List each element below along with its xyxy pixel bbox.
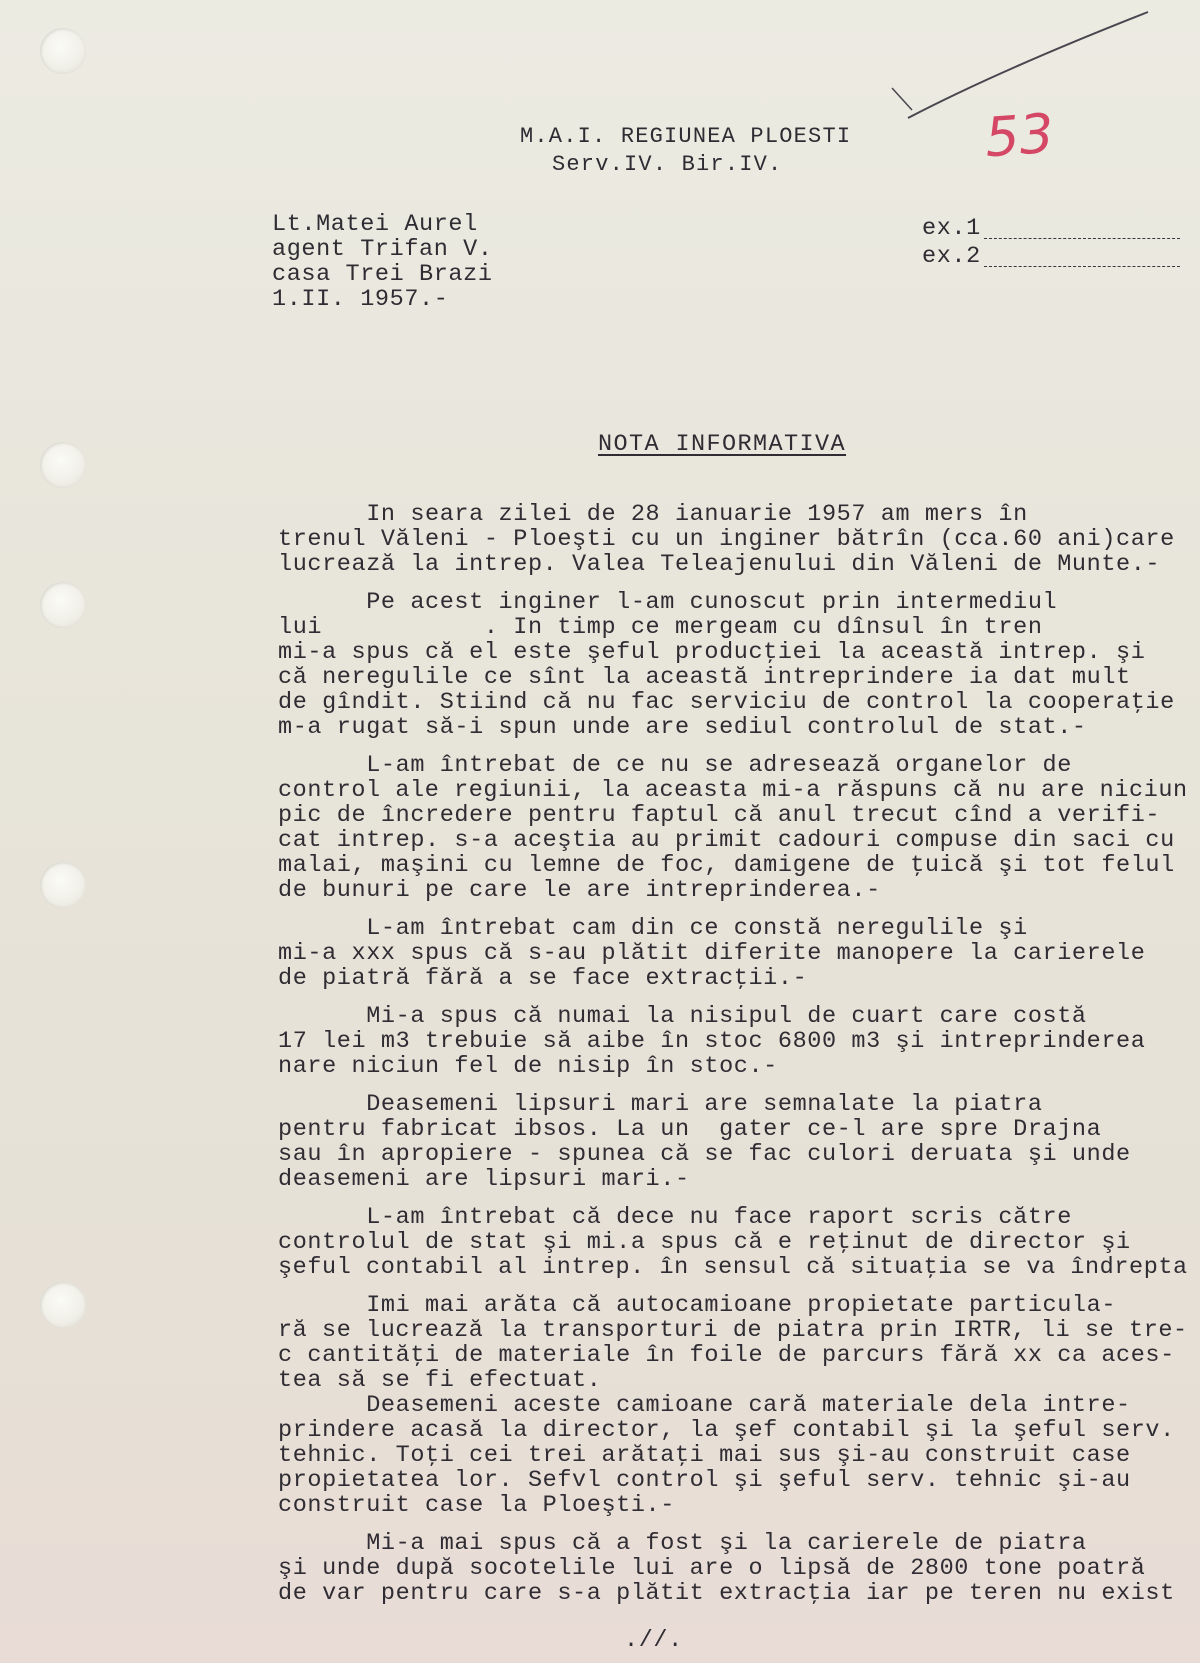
body-line: tehnic. Toţi cei trei arătaţi mai sus şi-au construit case [278,1442,1131,1469]
body-line: trenul Văleni - Ploeşti cu un inginer bătrîn (cca.60 ani)care [278,526,1175,553]
sender-line: casa Trei Brazi [272,261,493,288]
body-line: şi unde după socotelile lui are o lipsă de 2800 tone poatră [278,1555,1146,1582]
sender-line: agent Trifan V. [272,236,493,263]
body-line: 17 lei m3 trebuie să aibe în stoc 6800 m3 şi intreprinderea [278,1028,1146,1055]
body-line: deasemeni are lipsuri mari.- [278,1166,690,1193]
body-line: de piatră fără a se face extracţii.- [278,965,808,992]
body-line: şeful contabil al intrep. în sensul că situaţia se va îndrepta [278,1254,1188,1281]
body-line: de gîndit. Stiind că nu fac serviciu de control la cooperaţie [278,689,1175,716]
body-line: că neregulile ce sînt la această intreprindere ia dat mult [278,664,1131,691]
body-line: tea să se fi efectuat. [278,1367,602,1394]
body-line: c cantităţi de materiale în foile de parcurs fără xx ca aces- [278,1342,1175,1369]
body-line: Mi-a spus că numai la nisipul de cuart care costă [278,1003,1087,1030]
body-line: Pe acest inginer l-am cunoscut prin intermediul [278,589,1058,616]
punch-hole [40,28,86,74]
body-line: Deasemeni lipsuri mari are semnalate la piatra [278,1091,1043,1118]
body-line: control ale regiunii, la aceasta mi-a răspuns că nu are niciun [278,777,1188,804]
punch-hole [40,582,86,628]
body-line: de var pentru care s-a plătit extracţia iar pe teren nu exist [278,1580,1175,1607]
body-line: lui . In timp ce mergeam cu dînsul în tren [278,614,1043,641]
copy-field-line [984,266,1180,267]
body-line: mi-a spus că el este şeful producţiei la această intrep. şi [278,639,1146,666]
body-line: L-am întrebat cam din ce constă neregulile şi [278,915,1028,942]
document-title: NOTA INFORMATIVA [598,431,847,458]
body-line: Deasemeni aceste camioane cară materiale dela intre- [278,1392,1131,1419]
folio-number-handwritten: 53 [982,101,1056,170]
body-line: construit case la Ploeşti.- [278,1492,675,1519]
body-line: ră se lucrează la transporturi de piatra prin IRTR, li se tre- [278,1317,1188,1344]
body-line: de bunuri pe care le are intreprinderea.- [278,877,881,904]
body-line: sau în apropiere - spunea că se fac culori deruata şi unde [278,1141,1131,1168]
punch-hole [40,442,86,488]
body-line: L-am întrebat că dece nu face raport scris către [278,1204,1072,1231]
body-line: malai, maşini cu lemne de foc, damigene de ţuică şi tot felul [278,852,1175,879]
body-line: prindere acasă la director, la şef contabil şi la şeful serv. [278,1417,1175,1444]
header-department: Serv.IV. Bir.IV. [552,152,783,177]
header-institution: M.A.I. REGIUNEA PLOESTI [520,124,852,149]
body-line: nare niciun fel de nisip în stoc.- [278,1053,778,1080]
sender-line: 1.II. 1957.- [272,286,449,313]
body-line: Mi-a mai spus că a fost şi la carierele de piatra [278,1530,1087,1557]
body-line: propietatea lor. Sefvl control şi şeful serv. tehnic şi-au [278,1467,1131,1494]
body-line: lucrează la intrep. Valea Teleajenului din Văleni de Munte.- [278,551,1161,578]
copy-field-line [984,238,1180,239]
copy-label: ex.1 [922,215,981,242]
body-line: pic de încredere pentru faptul că anul trecut cînd a verifi- [278,802,1161,829]
punch-hole [40,862,86,908]
body-line: pentru fabricat ibsos. La un gater ce-l are spre Drajna [278,1116,1102,1143]
body-line: cat intrep. s-a aceştia au primit cadouri compuse din saci cu [278,827,1175,854]
copy-label: ex.2 [922,243,981,270]
sender-line: Lt.Matei Aurel [272,211,478,238]
body-line: m-a rugat să-i spun unde are sediul controlul de stat.- [278,714,1087,741]
continuation-marker: .//. [624,1627,683,1654]
body-line: mi-a xxx spus că s-au plătit diferite manopere la carierele [278,940,1146,967]
body-line: controlul de stat şi mi.a spus că e reţinut de director şi [278,1229,1131,1256]
body-line: L-am întrebat de ce nu se adresează organelor de [278,752,1072,779]
body-line: Imi mai arăta că autocamioane propietate particula- [278,1292,1117,1319]
punch-hole [40,1282,86,1328]
body-line: In seara zilei de 28 ianuarie 1957 am mers în [278,501,1028,528]
